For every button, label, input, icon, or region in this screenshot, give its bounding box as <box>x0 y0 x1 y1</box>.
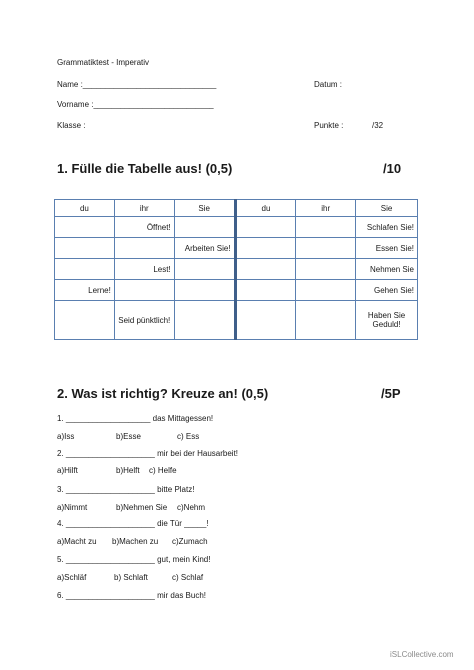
table-row <box>55 238 418 259</box>
table-cell[interactable]: Essen Sie! <box>356 238 418 259</box>
question-4: 4. ____________________ die Tür _____! <box>57 519 209 528</box>
table-row <box>55 301 418 340</box>
table-header-row <box>55 200 418 217</box>
table-cell[interactable] <box>114 238 174 259</box>
question-5: 5. ____________________ gut, mein Kind! <box>57 555 211 564</box>
table-cell[interactable]: Gehen Sie! <box>356 280 418 301</box>
table-cell[interactable] <box>174 217 235 238</box>
table-cell[interactable]: Arbeiten Sie! <box>174 238 235 259</box>
table-cell[interactable]: Haben Sie Geduld! <box>356 301 418 340</box>
column-header: ihr <box>114 200 174 217</box>
punkte-label: Punkte : <box>314 121 344 130</box>
column-header: Sie <box>356 200 418 217</box>
table-cell[interactable] <box>174 301 235 340</box>
section1-score: /10 <box>383 161 402 176</box>
table-cell[interactable] <box>235 259 296 280</box>
table-row <box>55 217 418 238</box>
table-cell[interactable] <box>235 280 296 301</box>
table-row <box>55 280 418 301</box>
q5-option-b[interactable]: b) Schlaft <box>114 573 148 582</box>
question-2: 2. ____________________ mir bei der Hausarbeit! <box>57 449 239 458</box>
q2-option-b[interactable]: b)Helft <box>116 466 140 475</box>
column-header: du <box>235 200 296 217</box>
table-cell[interactable] <box>296 259 356 280</box>
table-row <box>55 259 418 280</box>
q1-option-a[interactable]: a)Iss <box>57 432 75 441</box>
q3-option-c[interactable]: c)Nehm <box>177 503 206 512</box>
column-header: ihr <box>296 200 356 217</box>
punkte-total: /32 <box>372 121 384 130</box>
table-cell[interactable]: Lerne! <box>55 280 115 301</box>
q4-option-a[interactable]: a)Macht zu <box>57 537 97 546</box>
question-1: 1. ___________________ das Mittagessen! <box>57 414 214 423</box>
table-cell[interactable] <box>55 301 115 340</box>
section1-title: 1. Fülle die Tabelle aus! (0,5) <box>57 161 233 176</box>
column-header: du <box>55 200 115 217</box>
q1-option-c[interactable]: c) Ess <box>177 432 200 441</box>
table-cell[interactable] <box>296 238 356 259</box>
table-cell[interactable]: Öffnet! <box>114 217 174 238</box>
q5-option-c[interactable]: c) Schlaf <box>172 573 204 582</box>
imperative-table <box>54 199 418 340</box>
table-cell[interactable]: Lest! <box>114 259 174 280</box>
worksheet-title: Grammatiktest - Imperativ <box>57 58 150 67</box>
table-cell[interactable] <box>296 280 356 301</box>
q1-option-b[interactable]: b)Esse <box>116 432 141 441</box>
q4-option-b[interactable]: b)Machen zu <box>112 537 159 546</box>
footer-watermark: iSLCollective.com <box>390 650 454 659</box>
table-cell[interactable] <box>174 280 235 301</box>
table-cell[interactable] <box>55 217 115 238</box>
table-cell[interactable] <box>235 217 296 238</box>
klasse-label: Klasse : <box>57 121 86 130</box>
table-cell[interactable]: Schlafen Sie! <box>356 217 418 238</box>
name-field: Name :______________________________ <box>57 80 217 89</box>
table-cell[interactable] <box>55 259 115 280</box>
question-3: 3. ____________________ bitte Platz! <box>57 485 195 494</box>
q3-option-b[interactable]: b)Nehmen Sie <box>116 503 168 512</box>
column-header: Sie <box>174 200 235 217</box>
table-cell[interactable]: Nehmen Sie <box>356 259 418 280</box>
section2-title: 2. Was ist richtig? Kreuze an! (0,5) <box>57 386 269 401</box>
table-cell[interactable] <box>235 301 296 340</box>
table-cell[interactable] <box>296 217 356 238</box>
vorname-field: Vorname :___________________________ <box>57 100 214 109</box>
section2-score: /5P <box>381 386 401 401</box>
question-6: 6. ____________________ mir das Buch! <box>57 591 207 600</box>
q2-option-c[interactable]: c) Helfe <box>149 466 177 475</box>
q4-option-c[interactable]: c)Zumach <box>172 537 208 546</box>
q2-option-a[interactable]: a)Hilft <box>57 466 78 475</box>
table-cell[interactable] <box>114 280 174 301</box>
table-cell[interactable]: Seid pünktlich! <box>114 301 174 340</box>
datum-label: Datum : <box>314 80 343 89</box>
table-cell[interactable] <box>55 238 115 259</box>
table-cell[interactable] <box>235 238 296 259</box>
q3-option-a[interactable]: a)Nimmt <box>57 503 88 512</box>
table-cell[interactable] <box>296 301 356 340</box>
q5-option-a[interactable]: a)Schläf <box>57 573 87 582</box>
table-cell[interactable] <box>174 259 235 280</box>
